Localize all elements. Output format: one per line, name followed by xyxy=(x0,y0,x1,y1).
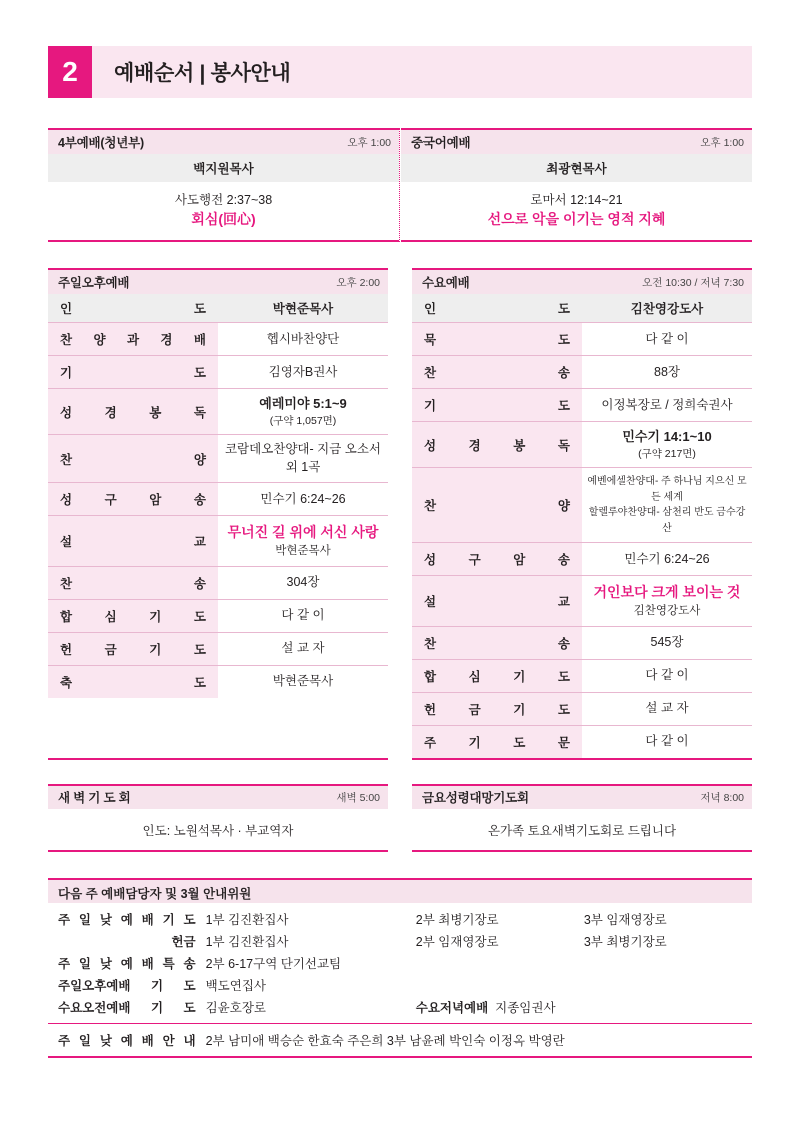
order-head xyxy=(412,270,752,294)
table-row xyxy=(48,599,388,632)
service-pastor: 최광현목사 xyxy=(401,154,752,182)
order-label: 합 심 기 도 xyxy=(412,659,582,692)
prayer-body: 인도: 노원석목사 · 부교역자 xyxy=(142,823,294,838)
sermon-preacher: 김찬영강도사 xyxy=(633,604,701,617)
order-label: 설 교 xyxy=(48,516,218,567)
page-header xyxy=(48,46,752,98)
order-label: 찬 양 xyxy=(48,435,218,483)
order-label: 찬 송 xyxy=(412,626,582,659)
duty-label: 주 일 낮 예 배 안 내 xyxy=(48,1023,206,1056)
service-time: 오후 1:00 xyxy=(347,136,391,149)
order-label: 주 기 도 문 xyxy=(412,725,582,758)
table-row xyxy=(412,626,752,659)
duty-col1: 백도연집사 xyxy=(205,978,266,993)
order-table xyxy=(412,294,752,757)
order-leader-value: 박현준목사 xyxy=(218,294,388,323)
table-row xyxy=(412,468,752,543)
order-value xyxy=(582,422,752,468)
order-value: 박현준목사 xyxy=(272,674,334,689)
order-value: 545장 xyxy=(582,626,752,659)
scripture-ref: 예레미야 5:1~9 xyxy=(259,396,347,412)
order-value: 민수기 6:24~26 xyxy=(218,483,388,516)
order-label: 묵 도 xyxy=(412,323,582,356)
table-row xyxy=(412,422,752,468)
sermon-preacher: 박현준목사 xyxy=(275,544,331,557)
table-row xyxy=(412,543,752,576)
service-scripture: 사도행전 2:37~38 xyxy=(174,193,273,207)
prayer-body: 온가족 토요새벽기도회로 드립니다 xyxy=(487,823,677,838)
service-time: 오후 1:00 xyxy=(700,136,744,149)
table-row xyxy=(412,356,752,389)
duty-title: 다음 주 예배담당자 및 3월 안내위원 xyxy=(48,880,752,903)
duty-col1: 김윤호장로 xyxy=(205,1000,266,1015)
duty-col2-label: 수요저녁예배 xyxy=(415,1000,489,1015)
order-label: 합 심 기 도 xyxy=(48,599,218,632)
order-label: 찬 송 xyxy=(412,356,582,389)
section-number: 2 xyxy=(48,46,92,98)
duty-col2: 2부 최병기장로 xyxy=(415,912,499,927)
table-row xyxy=(412,389,752,422)
table-row xyxy=(48,632,388,665)
top-services xyxy=(48,128,752,242)
table-row xyxy=(48,903,752,930)
order-value xyxy=(218,389,388,435)
table-row xyxy=(48,483,388,516)
duty-label: 주 일 낮 예 배 기 도 xyxy=(58,912,196,927)
table-row xyxy=(48,435,388,483)
order-time: 오후 2:00 xyxy=(336,276,380,289)
prayer-time: 저녁 8:00 xyxy=(700,791,744,804)
order-label: 성 경 봉 독 xyxy=(412,422,582,468)
order-label: 축 도 xyxy=(48,665,218,698)
order-label: 찬 송 xyxy=(48,566,218,599)
table-row xyxy=(48,665,388,698)
table-row xyxy=(412,692,752,725)
order-leader-label: 인 도 xyxy=(412,294,582,323)
prayer-title: 새 벽 기 도 회 xyxy=(58,791,131,806)
order-label: 성 구 암 송 xyxy=(412,543,582,576)
order-title: 주일오후예배 xyxy=(58,276,130,291)
duty-label: 헌금 xyxy=(171,934,196,949)
duty-col3: 3부 임재영장로 xyxy=(583,912,667,927)
page-title: 예배순서 | 봉사안내 xyxy=(114,62,291,85)
service-head xyxy=(48,130,399,154)
order-head xyxy=(48,270,388,294)
duty-label: 수요오전예배 기 도 xyxy=(58,1000,196,1015)
order-value: 민수기 6:24~26 xyxy=(582,543,752,576)
order-label: 설 교 xyxy=(412,576,582,627)
order-value: 설 교 자 xyxy=(218,632,388,665)
wednesday-order xyxy=(412,268,752,759)
order-leader-label: 인 도 xyxy=(48,294,218,323)
table-row xyxy=(48,389,388,435)
service-pastor: 백지원목사 xyxy=(48,154,399,182)
order-title: 수요예배 xyxy=(422,276,470,291)
service-sermon: 선으로 악을 이기는 영적 지혜 xyxy=(487,211,666,228)
duty-block xyxy=(48,878,752,1058)
service-card-chinese xyxy=(401,128,752,242)
duty-table xyxy=(48,903,752,1056)
order-label: 성 경 봉 독 xyxy=(48,389,218,435)
order-value: 헵시바찬양단 xyxy=(218,323,388,356)
order-value: 이정복장로 / 정희숙권사 xyxy=(582,389,752,422)
order-label: 헌 금 기 도 xyxy=(48,632,218,665)
sunday-afternoon-order xyxy=(48,268,388,759)
table-row xyxy=(412,294,752,323)
main-order-columns xyxy=(48,268,752,759)
prayer-head xyxy=(412,786,752,809)
duty-col1: 2부 6-17구역 단기선교팀 xyxy=(205,956,342,971)
duty-col3: 3부 최병기장로 xyxy=(583,934,667,949)
service-name: 중국어예배 xyxy=(411,136,471,150)
order-label: 찬 양 과 경 배 xyxy=(48,323,218,356)
table-row xyxy=(412,576,752,627)
dawn-prayer-card xyxy=(48,784,388,852)
service-name: 4부예배(청년부) xyxy=(58,136,144,150)
duty-col1: 1부 김진환집사 xyxy=(205,934,289,949)
sermon-title: 거인보다 크게 보이는 것 xyxy=(593,584,741,601)
table-row xyxy=(412,725,752,758)
service-body xyxy=(401,182,752,240)
order-value: 304장 xyxy=(218,566,388,599)
order-table xyxy=(48,294,388,697)
order-label: 기 도 xyxy=(412,389,582,422)
friday-prayer-card xyxy=(412,784,752,852)
order-value: 다 같 이 xyxy=(582,659,752,692)
order-value: 설 교 자 xyxy=(582,692,752,725)
order-value: 다 같 이 xyxy=(582,323,752,356)
choir-line-1: 예벤에셀찬양대- 주 하나님 지으신 모든 세계 xyxy=(587,476,747,503)
duty-col2 xyxy=(416,996,752,1024)
table-row xyxy=(48,1023,752,1056)
prayer-head xyxy=(48,786,388,809)
sermon-title: 무너진 길 위에 서신 사랑 xyxy=(227,524,379,541)
service-sermon: 회심(回心) xyxy=(191,211,256,228)
order-value xyxy=(218,516,388,567)
order-value: 김영자B권사 xyxy=(218,356,388,389)
order-value: 88장 xyxy=(582,356,752,389)
order-value: 다 같 이 xyxy=(218,599,388,632)
scripture-page: (구약 217면) xyxy=(638,447,696,460)
prayer-meetings xyxy=(48,784,752,852)
table-row xyxy=(48,516,388,567)
order-value xyxy=(582,576,752,627)
prayer-time: 새벽 5:00 xyxy=(336,791,380,804)
order-label: 성 구 암 송 xyxy=(48,483,218,516)
service-card-4bu xyxy=(48,128,399,242)
duty-col2: 2부 임재영장로 xyxy=(415,934,499,949)
order-label: 찬 양 xyxy=(412,468,582,543)
order-leader-value: 김찬영강도사 xyxy=(582,294,752,323)
table-row xyxy=(412,659,752,692)
table-row xyxy=(48,996,752,1024)
service-body xyxy=(48,182,399,240)
choir-line-2: 할렐루야찬양대- 삼천리 반도 금수강산 xyxy=(588,507,746,534)
order-value: 코람데오찬양대- 지금 오소서 외 1곡 xyxy=(218,435,388,483)
table-row xyxy=(412,323,752,356)
table-row xyxy=(48,566,388,599)
duty-label: 주일오후예배 기 도 xyxy=(58,978,196,993)
duty-col2-value: 지종임권사 xyxy=(495,1000,556,1015)
duty-label: 주 일 낮 예 배 특 송 xyxy=(58,956,196,971)
table-row xyxy=(48,952,752,974)
order-label: 기 도 xyxy=(48,356,218,389)
table-row xyxy=(48,930,752,952)
order-time: 오전 10:30 / 저녁 7:30 xyxy=(642,276,744,289)
duty-col1: 1부 김진환집사 xyxy=(205,912,289,927)
prayer-title: 금요성령대망기도회 xyxy=(422,791,529,806)
table-row xyxy=(48,356,388,389)
service-head xyxy=(401,130,752,154)
duty-usher-list: 2부 남미애 백승순 한효숙 주은희 3부 남윤례 박인숙 이정옥 박영란 xyxy=(206,1023,752,1056)
order-value xyxy=(582,468,752,543)
service-scripture: 로마서 12:14~21 xyxy=(530,193,623,207)
scripture-page: (구약 1,057면) xyxy=(269,414,337,427)
table-row xyxy=(48,323,388,356)
scripture-ref: 민수기 14:1~10 xyxy=(622,429,712,445)
table-row xyxy=(48,974,752,996)
order-label: 헌 금 기 도 xyxy=(412,692,582,725)
table-row xyxy=(48,294,388,323)
order-value: 다 같 이 xyxy=(645,734,689,749)
